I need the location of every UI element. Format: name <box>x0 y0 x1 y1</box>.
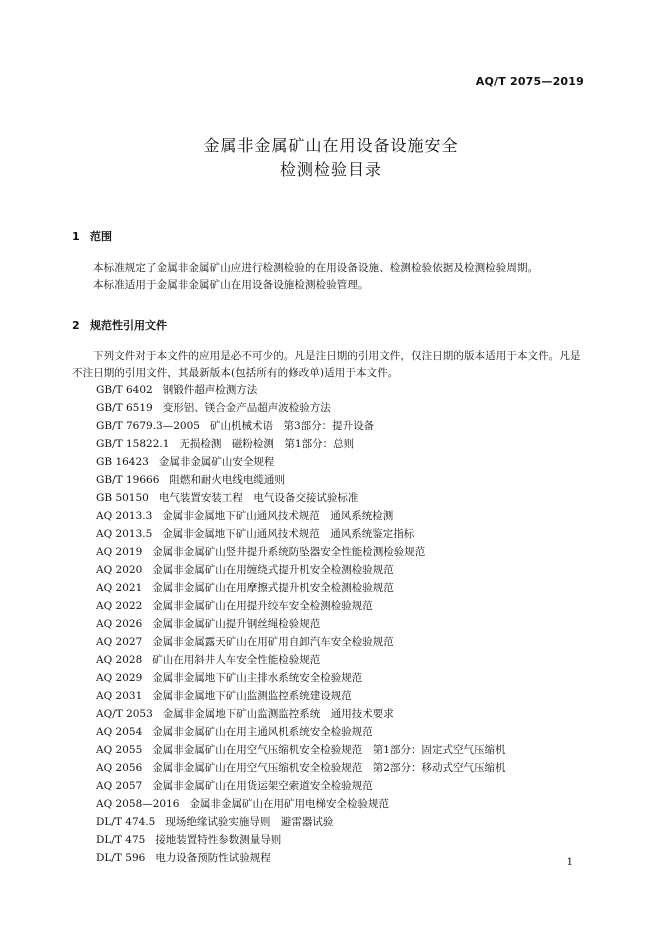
reference-item <box>96 669 586 687</box>
reference-code: AQ/T 2053 <box>96 708 153 720</box>
reference-title: 钢锻件超声检测方法 <box>162 384 258 396</box>
reference-item <box>96 453 586 471</box>
reference-code: AQ 2028 <box>96 654 143 666</box>
section-1-paragraph-2: 本标准适用于金属非金属矿山在用设备设施检测检验管理。 <box>93 279 369 291</box>
section-1-body <box>72 260 588 294</box>
reference-code: GB/T 15822.1 <box>96 438 170 450</box>
reference-title: 金属非金属矿山安全规程 <box>158 456 275 468</box>
reference-title: 阻燃和耐火电线电缆通则 <box>169 474 285 486</box>
reference-title: 电力设备预防性试验规程 <box>155 852 271 864</box>
reference-item <box>96 795 586 813</box>
reference-code: GB/T 6402 <box>96 384 153 396</box>
reference-code: AQ 2057 <box>96 780 143 792</box>
reference-title: 金属非金属地下矿山通风技术规范 通风系统鉴定指标 <box>162 528 415 540</box>
reference-code: AQ 2013.3 <box>96 510 153 522</box>
standard-code: AQ/T 2075—2019 <box>475 75 584 88</box>
reference-title: 金属非金属矿山在用缠绕式提升机安全检测检验规范 <box>152 564 394 576</box>
reference-item <box>96 777 586 795</box>
reference-code: AQ 2013.5 <box>96 528 153 540</box>
reference-title: 金属非金属矿山提升钢丝绳检验规范 <box>152 618 321 630</box>
reference-title: 金属非金属矿山在用提升绞车安全检测检验规范 <box>152 600 373 612</box>
reference-code: DL/T 474.5 <box>96 816 156 828</box>
reference-title: 矿山机械术语 第3部分：提升设备 <box>209 420 375 432</box>
section-1-paragraph-1: 本标准规定了金属非金属矿山应进行检测检验的在用设备设施、检测检验依据及检测检验周期。 <box>93 262 539 274</box>
reference-code: AQ 2055 <box>96 744 143 756</box>
reference-code: GB/T 19666 <box>96 474 160 486</box>
reference-item <box>96 831 586 849</box>
reference-code: AQ 2022 <box>96 600 143 612</box>
reference-title: 金属非金属地下矿山监测监控系统建设规范 <box>152 690 352 702</box>
title-line-2: 检测检验目录 <box>279 160 382 179</box>
reference-item <box>96 849 586 867</box>
reference-item <box>96 471 586 489</box>
reference-item <box>96 597 586 615</box>
reference-code: GB 16423 <box>96 456 149 468</box>
section-2-body <box>72 348 588 382</box>
reference-item <box>96 489 586 507</box>
section-1-heading <box>72 228 112 244</box>
reference-item <box>96 633 586 651</box>
reference-item <box>96 399 586 417</box>
reference-code: DL/T 596 <box>96 852 146 864</box>
reference-title: 金属非金属矿山在用摩擦式提升机安全检测检验规范 <box>152 582 394 594</box>
reference-code: GB/T 6519 <box>96 402 153 414</box>
reference-code: AQ 2054 <box>96 726 143 738</box>
reference-title: 电气装置安装工程 电气设备交接试验标准 <box>158 492 359 504</box>
reference-title: 金属非金属地下矿山主排水系统安全检验规范 <box>152 672 363 684</box>
reference-title: 金属非金属矿山在用货运架空索道安全检验规范 <box>152 780 373 792</box>
section-2-heading <box>72 317 167 333</box>
reference-title: 金属非金属地下矿山通风技术规范 通风系统检测 <box>162 510 394 522</box>
reference-item <box>96 543 586 561</box>
reference-title: 金属非金属矿山在用空气压缩机安全检验规范 第2部分：移动式空气压缩机 <box>152 762 506 774</box>
document-title <box>0 134 662 182</box>
reference-title: 金属非金属矿山在用主通风机系统安全检验规范 <box>152 726 373 738</box>
reference-list <box>96 381 586 867</box>
reference-item <box>96 417 586 435</box>
reference-item <box>96 525 586 543</box>
reference-item <box>96 705 586 723</box>
reference-code: AQ 2021 <box>96 582 143 594</box>
reference-item <box>96 813 586 831</box>
reference-item <box>96 759 586 777</box>
reference-item <box>96 561 586 579</box>
reference-title: 矿山在用斜井人车安全性能检验规范 <box>152 654 321 666</box>
section-2-title: 规范性引用文件 <box>90 319 167 332</box>
reference-item <box>96 687 586 705</box>
reference-code: GB 50150 <box>96 492 149 504</box>
reference-title: 现场绝缘试验实施导则 避雷器试验 <box>165 816 334 828</box>
reference-code: AQ 2027 <box>96 636 143 648</box>
section-1-number: 1 <box>72 230 80 243</box>
reference-code: AQ 2026 <box>96 618 143 630</box>
title-line-1: 金属非金属矿山在用设备设施安全 <box>203 136 459 155</box>
reference-title: 接地装置特性参数测量导则 <box>155 834 282 846</box>
reference-code: AQ 2056 <box>96 762 143 774</box>
reference-item <box>96 723 586 741</box>
reference-title: 金属非金属矿山在用空气压缩机安全检验规范 第1部分：固定式空气压缩机 <box>152 744 506 756</box>
reference-title: 金属非金属矿山竖井提升系统防坠器安全性能检测检验规范 <box>152 546 426 558</box>
reference-item <box>96 507 586 525</box>
reference-title: 无损检测 磁粉检测 第1部分：总则 <box>179 438 355 450</box>
reference-title: 变形铝、镁合金产品超声波检验方法 <box>162 402 331 414</box>
reference-code: AQ 2019 <box>96 546 143 558</box>
reference-item <box>96 741 586 759</box>
section-1-title: 范围 <box>90 230 112 243</box>
reference-code: AQ 2058—2016 <box>96 798 180 810</box>
reference-code: DL/T 475 <box>96 834 146 846</box>
reference-title: 金属非金属矿山在用矿用电梯安全检验规范 <box>189 798 389 810</box>
section-2-number: 2 <box>72 319 80 332</box>
reference-code: AQ 2031 <box>96 690 143 702</box>
reference-item <box>96 579 586 597</box>
reference-code: AQ 2029 <box>96 672 143 684</box>
reference-title: 金属非金属地下矿山监测监控系统 通用技术要求 <box>162 708 394 720</box>
page-number: 1 <box>566 857 573 868</box>
section-2-paragraph-1: 下列文件对于本文件的应用是必不可少的。凡是注日期的引用文件，仅注日期的版本适用于本文件。凡是不注日期的引用文件，其最新版本(包括所有的修改单)适用于本文件。 <box>72 350 581 379</box>
reference-title: 金属非金属露天矿山在用矿用自卸汽车安全检验规范 <box>152 636 394 648</box>
reference-item <box>96 651 586 669</box>
reference-code: AQ 2020 <box>96 564 143 576</box>
reference-item <box>96 615 586 633</box>
reference-item <box>96 381 586 399</box>
reference-code: GB/T 7679.3—2005 <box>96 420 200 432</box>
reference-item <box>96 435 586 453</box>
